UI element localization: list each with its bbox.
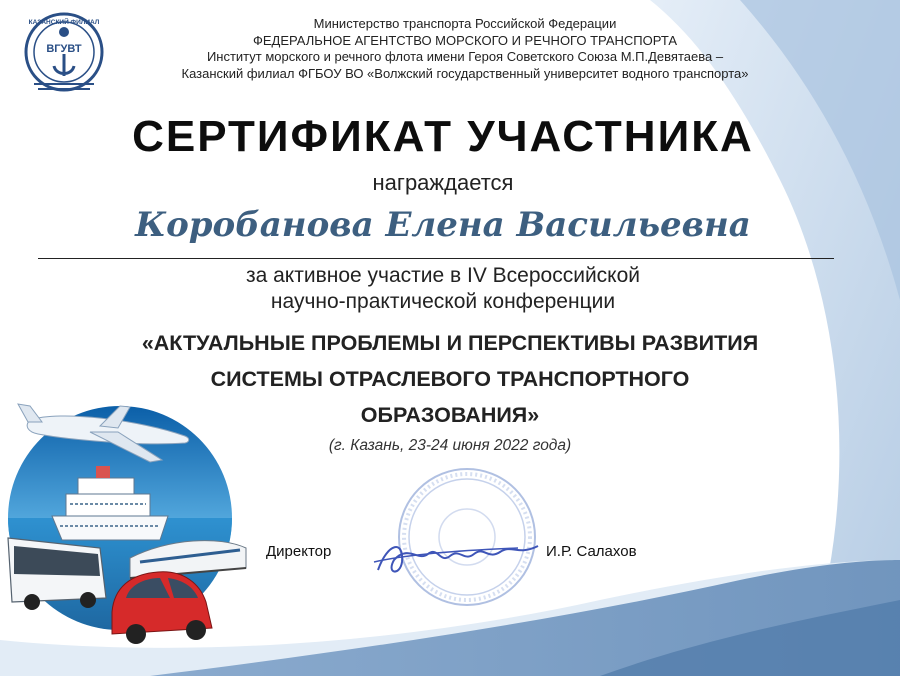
signer-name: И.Р. Салахов <box>546 543 637 560</box>
awarded-label: награждается <box>372 170 514 195</box>
header-organization <box>120 16 810 82</box>
director-label: Директор <box>266 543 332 560</box>
recipient-name: Коробанова Елена Васильевна <box>135 205 751 245</box>
reason-text <box>0 263 886 315</box>
place-date: (г. Казань, 23-24 июня 2022 года) <box>328 437 572 454</box>
header-institute: Институт морского и речного флота имени Героя Советского Союза М.П.Девятаева – <box>206 49 724 65</box>
header-ministry: Министерство транспорта Российской Федерации <box>313 16 617 31</box>
conference-line-1: «АКТУАЛЬНЫЕ ПРОБЛЕМЫ И ПЕРСПЕКТИВЫ РАЗВИТИЯ <box>141 331 759 355</box>
bus-icon <box>8 538 106 610</box>
university-logo-icon <box>20 10 108 98</box>
logo-ring-text: КАЗАНСКИЙ ФИЛИАЛ <box>28 19 100 26</box>
reason-line-2: научно-практической конференции <box>270 290 616 313</box>
conference-line-3: ОБРАЗОВАНИЯ» <box>360 403 540 427</box>
header-agency: ФЕДЕРАЛЬНОЕ АГЕНТСТВО МОРСКОГО И РЕЧНОГО ТРАНСПОРТА <box>252 32 678 48</box>
name-underline <box>38 258 834 259</box>
header-branch: Казанский филиал ФГБОУ ВО «Волжский государственный университет водного транспорта» <box>181 65 749 81</box>
certificate-title: СЕРТИФИКАТ УЧАСТНИКА <box>132 112 754 161</box>
logo-text: ВГУВТ <box>46 43 82 55</box>
signature-icon <box>368 532 548 582</box>
conference-line-2: СИСТЕМЫ ОТРАСЛЕВОГО ТРАНСПОРТНОГО <box>210 367 690 391</box>
transport-illustration <box>0 398 250 648</box>
reason-line-1: за активное участие в IV Всероссийской <box>245 264 641 287</box>
